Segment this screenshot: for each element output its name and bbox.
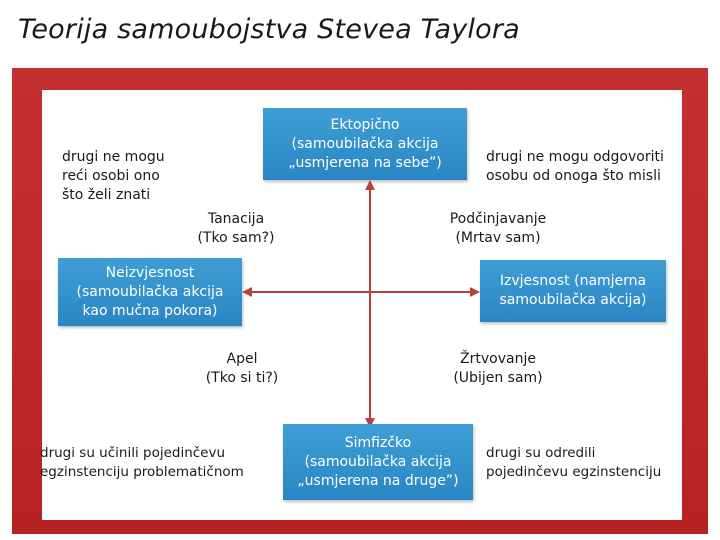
label-bottom-right-line-2: pojedinčevu egzinstenciju	[486, 464, 662, 480]
label-zrtvovanje-line-2: (Ubijen sam)	[453, 370, 543, 386]
label-zrtvovanje	[436, 350, 560, 388]
box-top-line-1: Ektopično	[330, 116, 400, 133]
label-bottom-left	[40, 444, 244, 482]
label-top-left-line-3: što želi znati	[62, 187, 151, 203]
box-right-line-2: samoubilačka akcija)	[499, 292, 647, 308]
label-apel	[186, 350, 298, 388]
label-apel-line-1: Apel	[226, 351, 258, 367]
label-top-left	[62, 148, 165, 205]
label-bottom-left-line-2: egzinstenciju problematičnom	[40, 464, 244, 480]
page-title: Teorija samoubojstva Stevea Taylora	[18, 14, 520, 45]
box-simfizcko	[283, 424, 473, 500]
label-bottom-left-line-1: drugi su učinili pojedinčevu	[40, 445, 226, 461]
label-podcinjavanje	[432, 210, 564, 248]
box-left-line-2: (samoubilačka akcija	[76, 283, 224, 300]
label-podcinjavanje-line-2: (Mrtav sam)	[455, 230, 541, 246]
label-bottom-right-line-1: drugi su odredili	[486, 445, 596, 461]
box-bottom-line-2: (samoubilačka akcija	[304, 453, 452, 470]
label-top-right-line-1: drugi ne mogu odgovoriti	[486, 149, 664, 165]
box-top-line-3: „usmjerena na sebe”)	[288, 154, 442, 171]
label-top-left-line-2: reći osobi ono	[62, 168, 160, 184]
label-tanacija-line-2: (Tko sam?)	[197, 230, 275, 246]
box-right-line-1: Izvjesnost (namjerna	[499, 273, 647, 289]
label-tanacija-line-1: Tanacija	[207, 211, 265, 227]
label-bottom-right	[486, 444, 661, 482]
label-top-right-line-2: osobu od onoga što misli	[486, 168, 661, 184]
box-top-line-2: (samoubilačka akcija	[291, 135, 439, 152]
label-tanacija	[180, 210, 292, 248]
box-left-line-3: kao mučna pokora)	[82, 302, 218, 319]
label-top-right	[486, 148, 664, 186]
box-bottom-line-1: Simfizčko	[344, 434, 412, 451]
box-izvjesnost	[480, 260, 666, 322]
box-neizvjesnost	[58, 258, 242, 326]
box-bottom-line-3: „usmjerena na druge”)	[297, 472, 459, 489]
label-apel-line-2: (Tko si ti?)	[205, 370, 279, 386]
label-top-left-line-1: drugi ne mogu	[62, 149, 165, 165]
box-left-line-1: Neizvjesnost	[105, 264, 195, 281]
label-podcinjavanje-line-1: Podčinjavanje	[449, 211, 547, 227]
box-ektopicno	[263, 108, 467, 180]
label-zrtvovanje-line-1: Žrtvovanje	[460, 351, 536, 367]
